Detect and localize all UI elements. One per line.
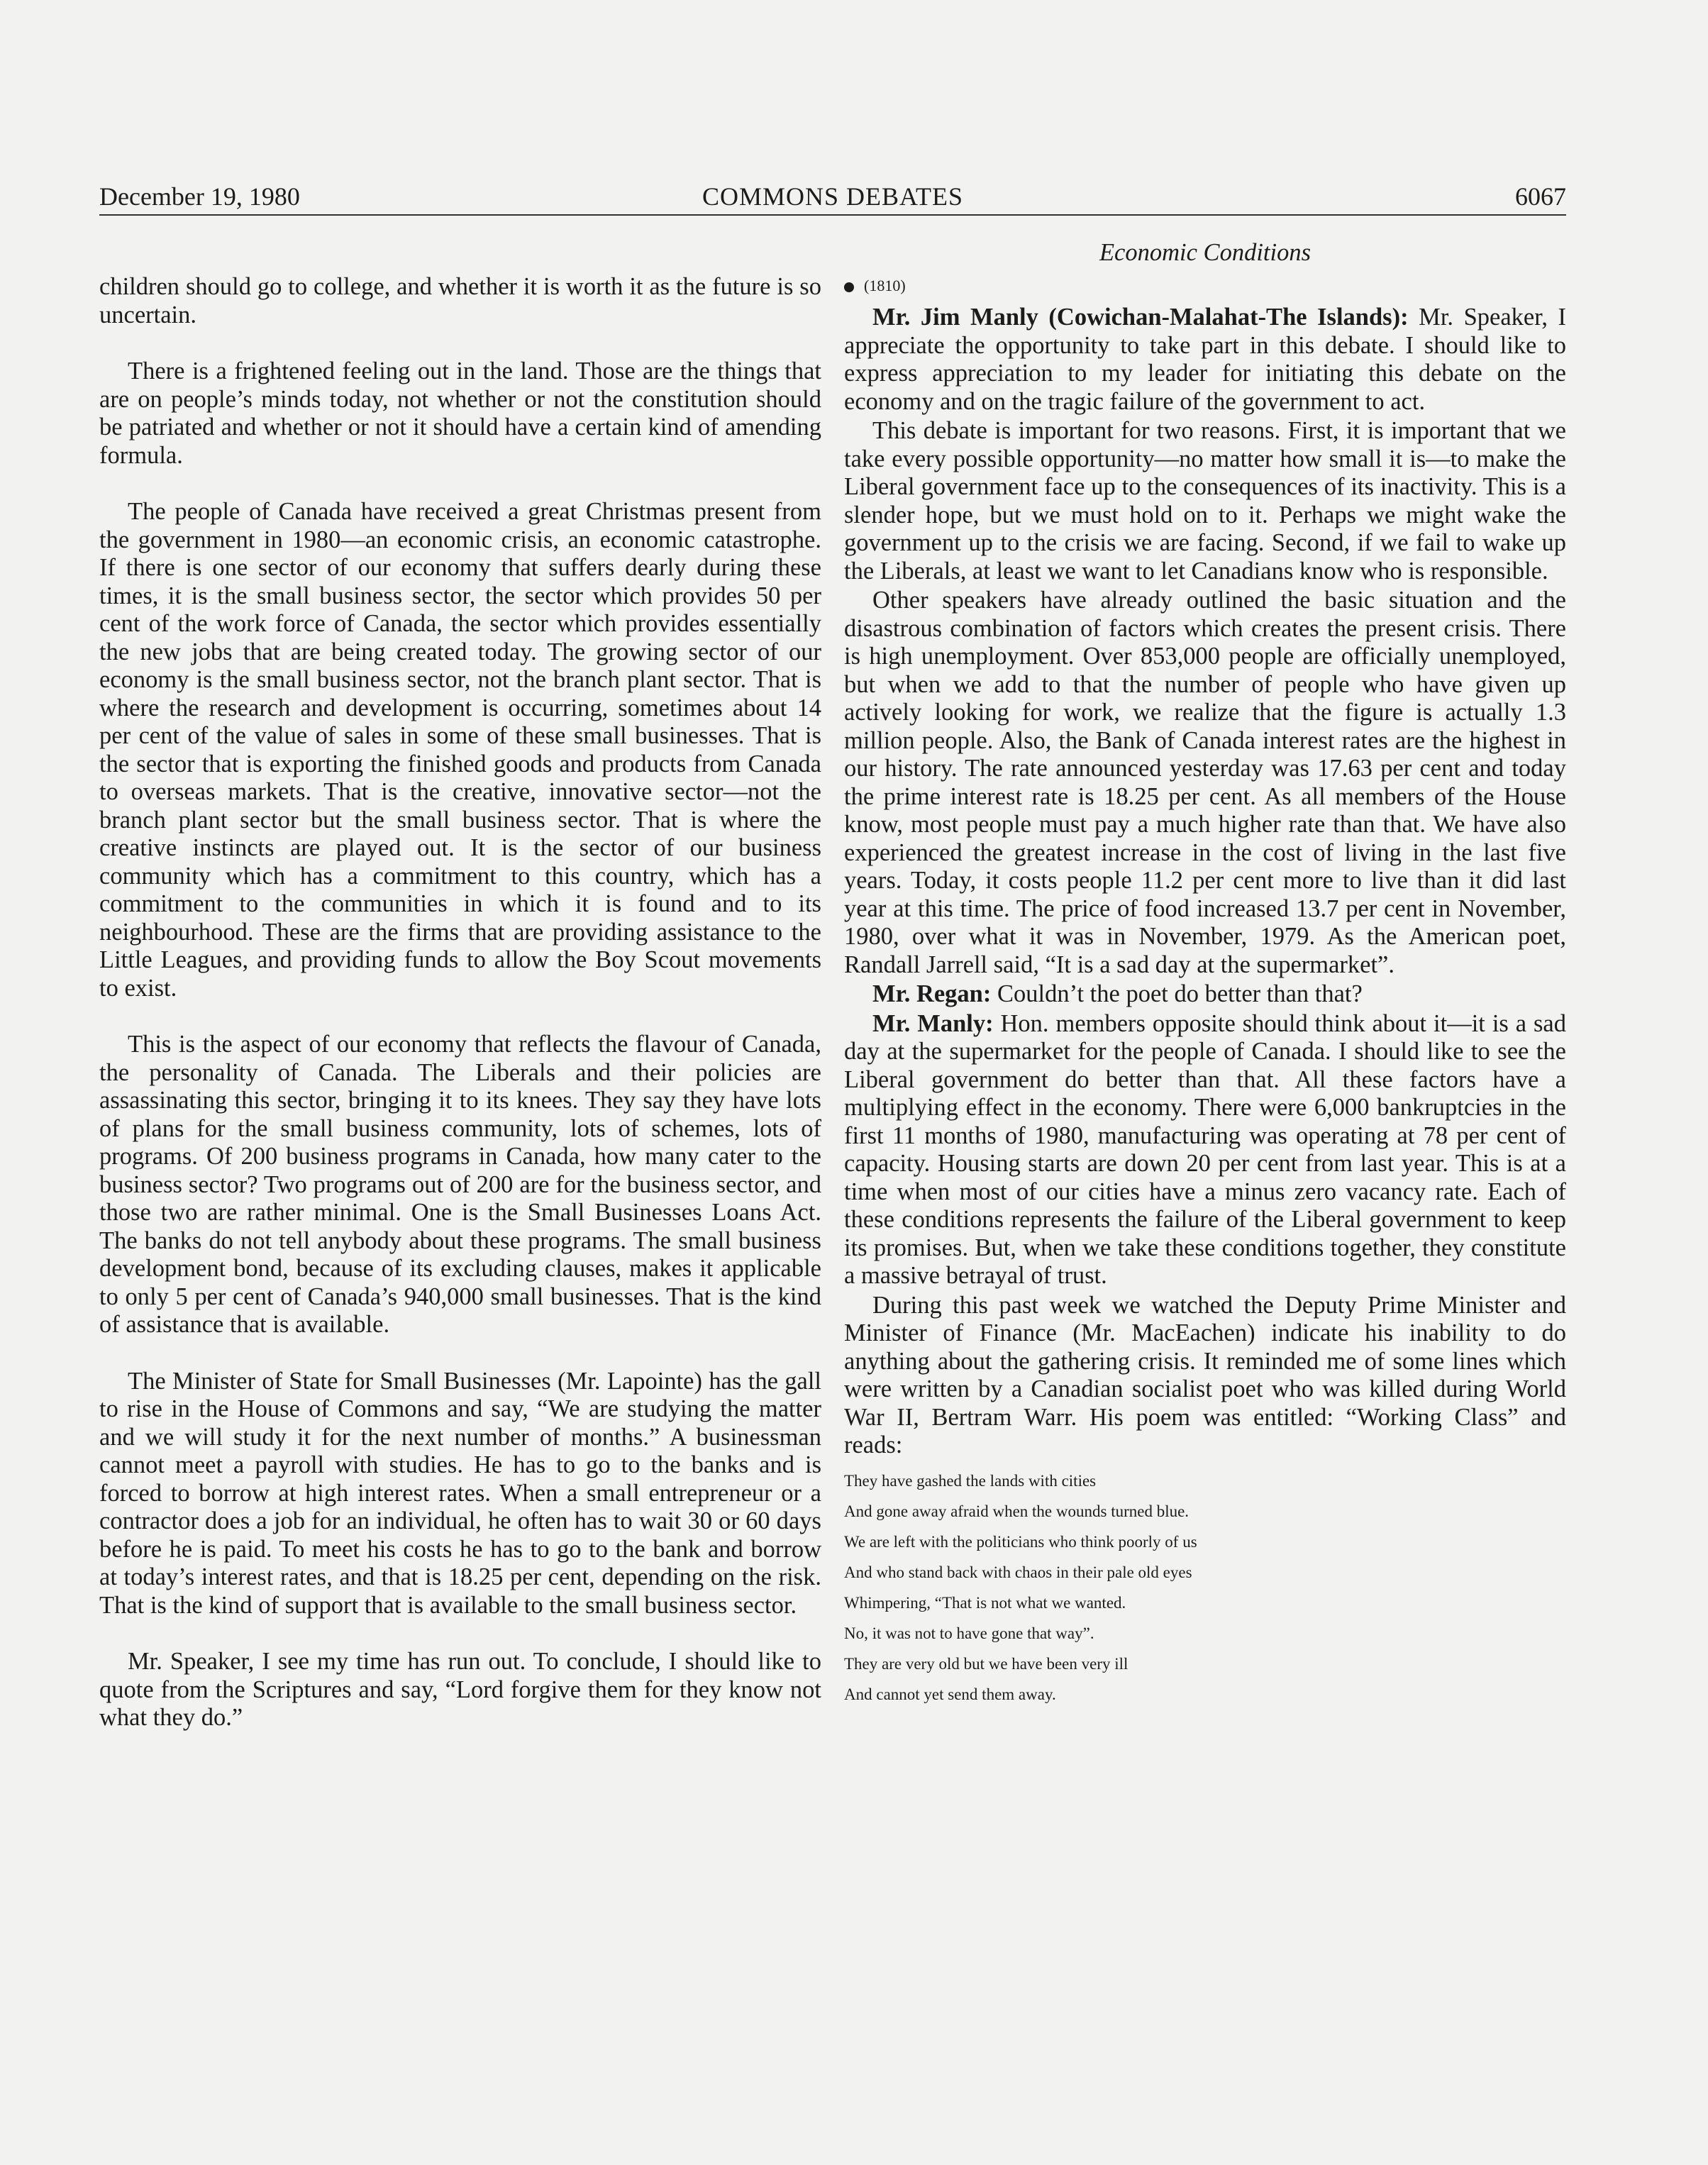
poem-line: We are left with the politicians who think poorly of us — [844, 1532, 1197, 1551]
timestamp — [844, 275, 1566, 297]
right-column — [844, 234, 1566, 1710]
speech-paragraph — [844, 304, 1566, 416]
speaker-name: Mr. Manly: — [872, 1009, 994, 1037]
header-title: COMMONS DEBATES — [702, 182, 964, 211]
section-title: Economic Conditions — [1099, 239, 1312, 266]
poem-line: Whimpering, “That is not what we wanted. — [844, 1593, 1126, 1612]
speech-paragraph — [844, 1010, 1566, 1290]
header-date: December 19, 1980 — [99, 182, 300, 211]
left-column — [99, 273, 821, 1761]
page-header — [99, 179, 1566, 214]
left-paragraph: The people of Canada have received a great Christmas present from the government in 1980—an economic crisis, an economic catastrophe. If there is one sector of our economy that suffers dearly during these times, it is the small business sector, the sector which provides 50 per cent of the work force of Canada, the sector which provides essentially the new jobs that are being created today. The growing sector of our economy is the small business sector, not the branch plant sector. That is where the research and development is occurring, sometimes about 14 per cent of the value of sales in some of these small businesses. That is the sector that is exporting the finished goods and products from Canada to overseas markets. That is the creative, innovative sector—not the branch plant sector but the small business sector. That is where the creative instincts are played out. It is the sector of our business community which has a commitment to this country, which has a commitment to the communities in which it is found and to its neighbourhood. These are the firms that are providing assistance to the Little Leagues, and providing funds to allow the Boy Scout movements to exist. — [99, 498, 821, 1002]
timestamp-text: (1810) — [864, 277, 906, 294]
speaker-name: Mr. Jim Manly (Cowichan-Malahat-The Islands): — [872, 304, 1409, 331]
poem-line: And gone away afraid when the wounds turned blue. — [844, 1502, 1190, 1520]
speech-text: Mr. Speaker, I appreciate the opportunity to take part in this debate. I should like to express appreciation to my leader for initiating this debate on the economy and on the tragic failure of the government to act. — [844, 304, 1566, 415]
left-paragraph: This is the aspect of our economy that reflects the flavour of Canada, the personality of Canada. The Liberals and their policies are assassinating this sector, bringing it to its knees. They say they have lots of plans for the small business community, lots of schemes, lots of programs. Of 200 business programs in Canada, how many cater to the business sector? Two programs out of 200 are for the business sector, and those two are rather minimal. One is the Small Businesses Loans Act. The banks do not tell anybody about these programs. The small business development bond, because of its excluding clauses, makes it applicable to only 5 per cent of Canada’s 940,000 small businesses. That is the kind of assistance that is available. — [99, 1031, 821, 1338]
speaker-name: Mr. Regan: — [872, 980, 992, 1007]
poem — [844, 1466, 1566, 1710]
poem-line: They are very old but we have been very ill — [844, 1654, 1128, 1673]
poem-line: They have gashed the lands with cities — [844, 1471, 1097, 1490]
speech-text: Couldn’t the poet do better than that? — [991, 980, 1363, 1007]
header-rule — [99, 214, 1566, 216]
poem-line: And cannot yet send them away. — [844, 1685, 1056, 1703]
speech-paragraph — [844, 980, 1566, 1009]
speech-text: Hon. members opposite should think about it—it is a sad day at the supermarket for the people of Canada. I should like to see the Liberal government do better than that. All these factors have a multiplying effect in the economy. There were 6,000 bankruptcies in the first 11 months of 1980, manufacturing was operating at 78 per cent of capacity. Housing starts are down 20 per cent from last year. This is at a time when most of our cities have a minus zero vacancy rate. Each of these conditions represents the failure of the Liberal government to keep its promises. But, when we take these conditions together, they constitute a massive betrayal of trust. — [844, 1009, 1566, 1289]
poem-line: And who stand back with chaos in their pale old eyes — [844, 1563, 1192, 1581]
speech-paragraph: Other speakers have already outlined the basic situation and the disastrous combination of factors which creates the present crisis. There is high unemployment. Over 853,000 people are officially unemployed, but when we add to that the number of people who have given up actively looking for work, we realize that the figure is actually 1.3 million people. Also, the Bank of Canada interest rates are the highest in our history. The rate announced yesterday was 17.63 per cent and today the prime interest rate is 18.25 per cent. As all members of the House know, most people must pay a much higher rate than that. We have also experienced the greatest increase in the cost of living in the last five years. Today, it costs people 11.2 per cent more to live than it did last year at this time. The price of food increased 13.7 per cent in November, 1980, over what it was in November, 1979. As the American poet, Randall Jarrell said, “It is a sad day at the supermarket”. — [844, 587, 1566, 978]
left-paragraph: children should go to college, and whether it is worth it as the future is so uncertain. — [99, 273, 821, 328]
left-paragraph: The Minister of State for Small Businesses (Mr. Lapointe) has the gall to rise in the House of Commons and say, “We are studying the matter and we will study it for the next number of months.” A businessman cannot meet a payroll with studies. He has to go to the banks and is forced to borrow at high interest rates. When a small entrepreneur or a contractor does a job for an individual, he often has to wait 30 or 60 days before he is paid. To meet his costs he has to go to the bank and borrow at today’s interest rates, and that is 18.25 per cent, depending on the risk. That is the kind of support that is available to the small business sector. — [99, 1367, 821, 1619]
left-paragraph: Mr. Speaker, I see my time has run out. To conclude, I should like to quote from the Scriptures and say, “Lord forgive them for they know not what they do.” — [99, 1648, 821, 1731]
header-page-number: 6067 — [1515, 182, 1566, 211]
bullet-icon — [844, 282, 854, 292]
speech-paragraph: During this past week we watched the Deputy Prime Minister and Minister of Finance (Mr. MacEachen) indicate his inability to do anything about the gathering crisis. It reminded me of some lines which were written by a Canadian socialist poet who was killed during World War II, Bertram Warr. His poem was entitled: “Working Class” and reads: — [844, 1291, 1566, 1458]
poem-line: No, it was not to have gone that way”. — [844, 1624, 1094, 1642]
speech-paragraph: This debate is important for two reasons. First, it is important that we take every possible opportunity—no matter how small it is—to make the Liberal government face up to the consequences of its inactivity. This is a slender hope, but we must hold on to it. Perhaps we might wake the government up to the crisis we are facing. Second, if we fail to wake up the Liberals, at least we want to let Canadians know who is responsible. — [844, 417, 1566, 585]
left-paragraph: There is a frightened feeling out in the land. Those are the things that are on people’s minds today, not whether or not the constitution should be patriated and whether or not it should have a certain kind of amending formula. — [99, 358, 821, 469]
